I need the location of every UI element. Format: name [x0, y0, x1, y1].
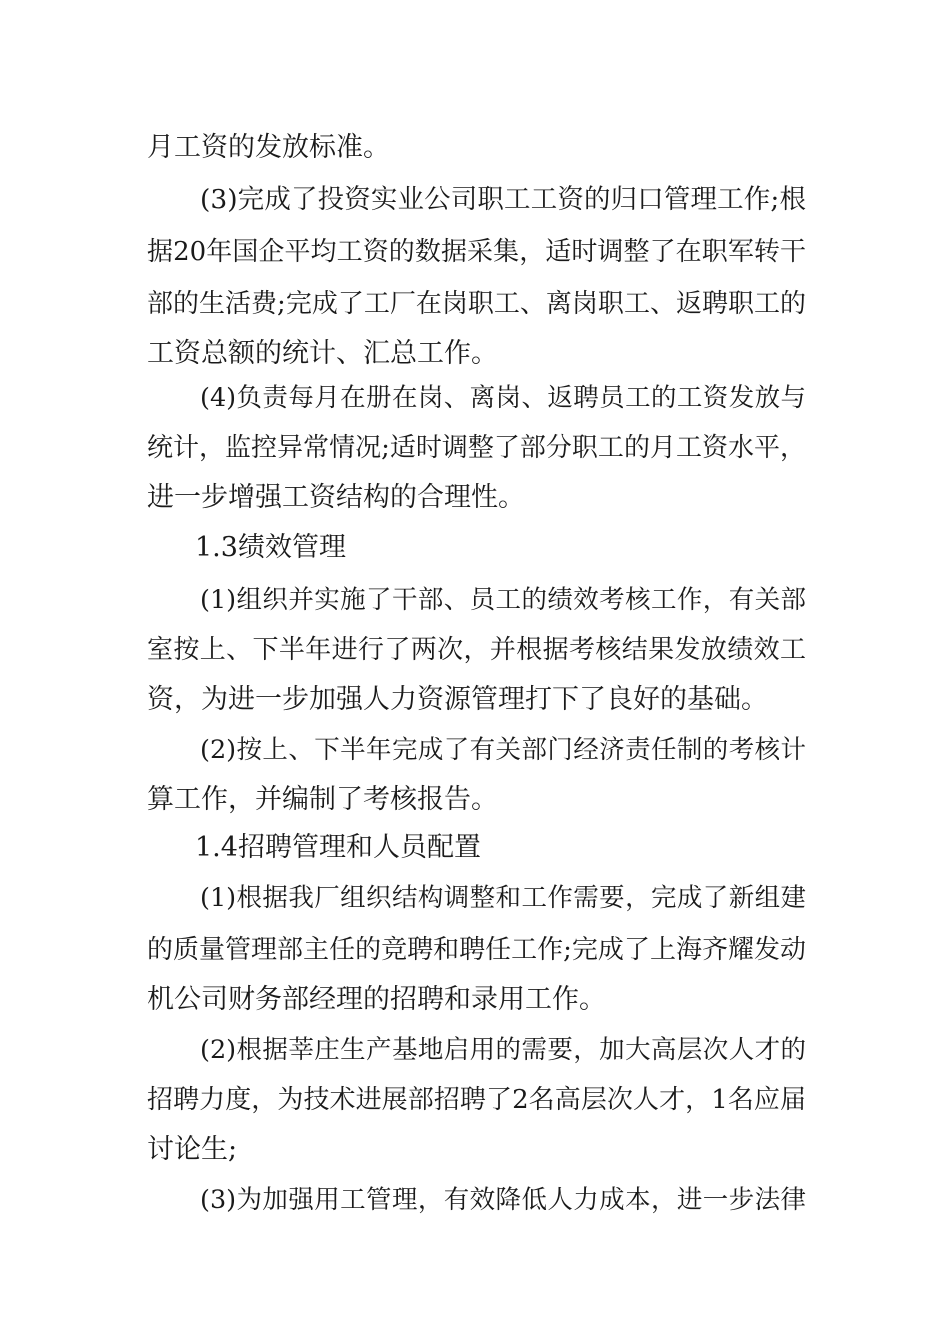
- section-heading: [0, 828, 950, 868]
- text-line-content: 算工作，并编制了考核报告。: [147, 784, 498, 815]
- text-line: [0, 128, 950, 168]
- text-line: [0, 580, 950, 620]
- text-line: [0, 930, 950, 970]
- text-line-content: 统计，监控异常情况;适时调整了部分职工的月工资水平，: [147, 433, 806, 463]
- text-line-content: (4)负责每月在册在岗、离岗、返聘员工的工资发放与: [200, 383, 806, 413]
- text-line-content: (2)按上、下半年完成了有关部门经济责任制的考核计: [200, 735, 806, 765]
- text-line-content: 室按上、下半年进行了两次，并根据考核结果发放绩效工: [147, 635, 806, 665]
- text-line-content: 部的生活费;完成了工厂在岗职工、离岗职工、返聘职工的: [147, 289, 806, 319]
- text-line-content: 的质量管理部主任的竞聘和聘任工作;完成了上海齐耀发动: [147, 935, 806, 965]
- text-line-content: (1)根据我厂组织结构调整和工作需要，完成了新组建: [200, 883, 806, 913]
- text-line: [0, 284, 950, 324]
- text-line-content: (2)根据莘庄生产基地启用的需要，加大高层次人才的: [200, 1035, 806, 1065]
- text-line: [0, 1080, 950, 1120]
- text-line: [0, 980, 950, 1020]
- text-line-content: 进一步增强工资结构的合理性。: [147, 482, 525, 513]
- text-line: [0, 378, 950, 418]
- text-line: [0, 180, 950, 220]
- text-line: [0, 878, 950, 918]
- text-line: [0, 1130, 950, 1170]
- text-line-content: 工资总额的统计、汇总工作。: [147, 338, 498, 369]
- text-line-content: (3)为加强用工管理，有效降低人力成本，进一步法律: [200, 1185, 806, 1215]
- text-line-content: (3)完成了投资实业公司职工工资的归口管理工作;根: [200, 184, 806, 215]
- text-line: [0, 1180, 950, 1220]
- text-line: [0, 1030, 950, 1070]
- text-line: [0, 478, 950, 518]
- text-line-content: 据20年国企平均工资的数据采集，适时调整了在职军转干: [147, 237, 806, 267]
- text-line-content: (1)组织并实施了干部、员工的绩效考核工作，有关部: [200, 585, 806, 615]
- text-line-content: 招聘力度，为技术进展部招聘了2名高层次人才，1名应届: [147, 1085, 806, 1115]
- text-line: [0, 730, 950, 770]
- text-line: [0, 232, 950, 272]
- section-heading: [0, 528, 950, 568]
- text-line-content: 月工资的发放标准。: [147, 132, 390, 163]
- text-line: [0, 780, 950, 820]
- text-line: [0, 334, 950, 374]
- text-line-content: 机公司财务部经理的招聘和录用工作。: [147, 984, 606, 1015]
- text-line: [0, 680, 950, 720]
- section-heading-text: 1.4招聘管理和人员配置: [195, 832, 481, 863]
- section-heading-text: 1.3绩效管理: [195, 532, 346, 563]
- text-line: [0, 428, 950, 468]
- text-line-content: 讨论生;: [147, 1134, 238, 1165]
- text-line: [0, 630, 950, 670]
- text-line-content: 资，为进一步加强人力资源管理打下了良好的基础。: [147, 684, 768, 715]
